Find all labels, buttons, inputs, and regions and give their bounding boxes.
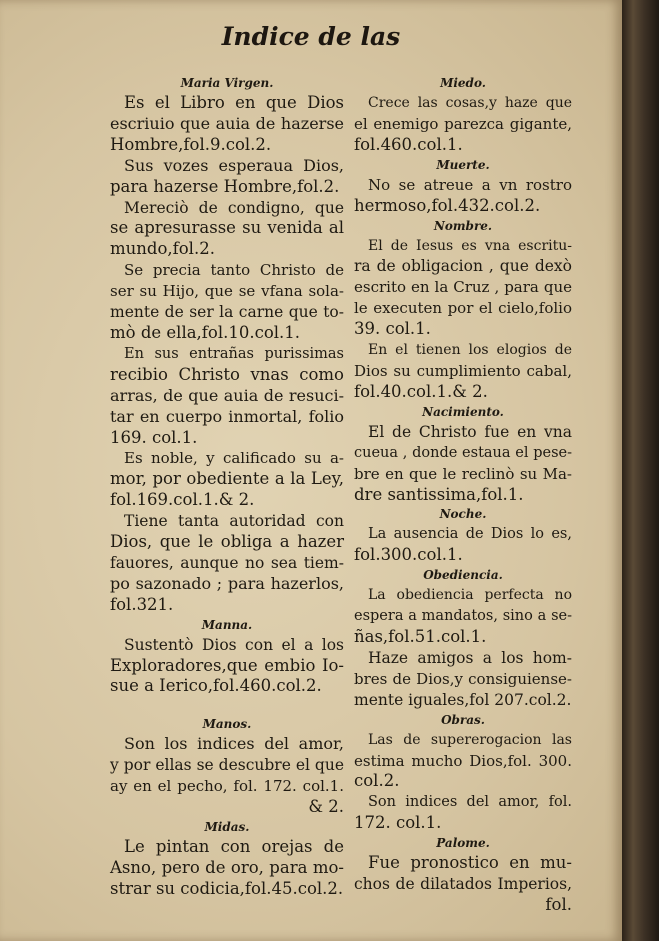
entry-line: recibio Christo vnas como — [110, 364, 344, 384]
section-heading: Miedo. — [440, 76, 486, 90]
index-entry — [354, 93, 572, 156]
index-entry — [354, 792, 572, 834]
entry-line: fauores, aunque no sea tiem- — [110, 553, 344, 572]
index-entry — [110, 344, 344, 449]
entry-line: fol.169.col.1.& 2. — [110, 490, 255, 510]
index-section — [354, 566, 572, 710]
entry-line: Tiene tanta autoridad con — [124, 512, 344, 531]
entry-line: Sus vozes esperaua Dios, — [124, 155, 344, 175]
entry-line: sue a Ierico,fol.460.col.2. — [110, 676, 322, 696]
right-column — [354, 74, 572, 916]
entry-line: Crece las cosas,y haze que — [368, 95, 572, 111]
index-entry — [354, 340, 572, 403]
index-entry — [354, 175, 572, 217]
entry-line: En el tienen los elogios de — [368, 342, 572, 359]
index-section — [354, 74, 572, 156]
entry-line: ser su Hijo, que se vfana sola- — [110, 282, 344, 301]
index-section — [354, 217, 572, 403]
entry-line: fol.40.col.1.& 2. — [354, 381, 488, 401]
entry-line: fol. — [545, 895, 572, 914]
entry-line: bre en que le reclinò su Ma- — [354, 464, 572, 483]
entry-line: Asno, pero de oro, para mo- — [110, 857, 344, 877]
index-section — [110, 818, 344, 900]
entry-line: mente de ser la carne que to- — [110, 303, 344, 322]
entry-line: Es noble, y calificado su a- — [124, 449, 344, 468]
entry-line: Son indices del amor, fol. — [368, 794, 572, 811]
entry-line: Se precia tanto Christo de — [124, 261, 344, 280]
entry-line: ñas,fol.51.col.1. — [354, 627, 487, 647]
section-heading: Manos. — [202, 717, 252, 732]
running-head: Indice de las — [221, 22, 401, 51]
index-section — [354, 834, 572, 916]
entry-line: fol.300.col.1. — [354, 545, 463, 565]
index-section — [354, 403, 572, 506]
index-entry — [354, 236, 572, 341]
entry-line: Sustentò Dios con el a los — [124, 635, 344, 654]
entry-line: tar en cuerpo inmortal, folio — [110, 406, 344, 426]
index-section — [110, 74, 344, 616]
entry-line: Son los indices del amor, — [124, 734, 344, 754]
index-entry — [110, 837, 344, 900]
index-entry — [110, 260, 344, 344]
section-heading: Manna. — [201, 617, 253, 632]
section-heading: Muerte. — [436, 157, 490, 172]
entry-line: estima mucho Dios,fol. 300. — [354, 751, 572, 770]
entry-line: ay en el pecho, fol. 172. col.1. — [110, 777, 344, 796]
entry-line: 172. col.1. — [354, 813, 442, 833]
entry-line: Exploradores,que embio Io- — [110, 655, 344, 675]
index-section — [354, 711, 572, 835]
entry-line: La ausencia de Dios lo es, — [368, 526, 572, 543]
entry-line: Las de supererogacion las — [368, 731, 572, 748]
entry-line: espera a mandatos, sino a se- — [354, 608, 572, 625]
entry-line: fol.321. — [110, 594, 174, 614]
left-column — [110, 74, 344, 900]
entry-line: 169. col.1. — [110, 427, 198, 447]
entry-line: mor, por obediente a la Ley, — [110, 469, 344, 489]
index-entry — [354, 422, 572, 506]
index-entry — [354, 648, 572, 711]
entry-line: para hazerse Hombre,fol.2. — [110, 176, 340, 196]
entry-line: el enemigo parezca gigante, — [354, 114, 572, 133]
entry-line: Hombre,fol.9.col.2. — [110, 134, 272, 154]
entry-line: Es el Libro en que Dios — [124, 93, 344, 112]
index-entry — [110, 448, 344, 511]
index-entry — [354, 524, 572, 566]
entry-line: se apresurasse su venida al — [110, 218, 344, 238]
entry-line: El de Iesus es vna escritu- — [368, 237, 572, 254]
book-edge — [622, 0, 659, 941]
entry-line: Mereciò de condigno, que — [124, 198, 344, 217]
entry-line: El de Christo fue en vna — [368, 422, 572, 441]
index-entry — [110, 511, 344, 616]
entry-line: mente iguales,fol 207.col.2. — [354, 690, 572, 709]
index-section — [354, 156, 572, 217]
entry-line: mò de ella,fol.10.col.1. — [110, 322, 301, 342]
entry-line: Le pintan con orejas de — [124, 837, 344, 856]
entry-line: escriuio que auia de hazerse — [110, 113, 344, 133]
entry-line: Fue pronostico en mu- — [368, 853, 572, 873]
section-heading: Midas. — [204, 820, 250, 834]
index-entry — [354, 730, 572, 793]
entry-line: fol.460.col.1. — [354, 134, 463, 154]
entry-line: bres de Dios,y consiguiense- — [354, 669, 572, 688]
entry-line: chos de dilatados Imperios, — [354, 875, 572, 894]
index-entry — [354, 853, 572, 916]
entry-line: dre santissima,fol.1. — [354, 484, 524, 504]
entry-line: No se atreue a vn rostro — [368, 175, 572, 194]
index-entry — [110, 198, 344, 261]
section-heading: Maria Virgen. — [180, 76, 274, 90]
index-section — [110, 616, 344, 698]
entry-line: 39. col.1. — [354, 319, 431, 339]
index-entry — [354, 585, 572, 648]
section-heading: Obras. — [441, 712, 485, 727]
section-heading: Nombre. — [433, 218, 493, 233]
entry-line: arras, de que auia de resuci- — [110, 385, 344, 405]
index-entry — [110, 734, 344, 818]
entry-line: escrito en la Cruz , para que — [354, 278, 572, 297]
index-section — [110, 715, 344, 818]
section-heading: Palome. — [436, 836, 490, 851]
entry-line: Dios su cumplimiento cabal, — [354, 361, 572, 380]
entry-line: & 2. — [308, 797, 344, 817]
index-entry — [110, 635, 344, 698]
entry-line: col.2. — [354, 771, 400, 791]
index-section — [354, 505, 572, 566]
entry-line: po sazonado ; para hazerlos, — [110, 573, 344, 593]
entry-line: strar su codicia,fol.45.col.2. — [110, 878, 344, 898]
entry-line: Dios, que le obliga a hazer — [110, 532, 344, 552]
entry-line: En sus entrañas purissimas — [124, 345, 344, 362]
section-heading: Noche. — [439, 507, 487, 522]
entry-line: cueua , donde estaua el pese- — [354, 444, 572, 461]
entry-line: La obediencia perfecta no — [368, 587, 572, 604]
index-entry — [110, 93, 344, 156]
entry-line: le executen por el cielo,folio — [354, 299, 572, 318]
index-entry — [110, 156, 344, 198]
section-heading: Nacimiento. — [422, 404, 504, 419]
entry-line: ra de obligacion , que dexò — [354, 257, 572, 276]
entry-line: Haze amigos a los hom- — [368, 648, 572, 667]
entry-line: hermoso,fol.432.col.2. — [354, 195, 541, 215]
section-heading: Obediencia. — [423, 568, 503, 583]
entry-line: mundo,fol.2. — [110, 239, 215, 259]
entry-line: y por ellas se descubre el que — [110, 756, 344, 775]
